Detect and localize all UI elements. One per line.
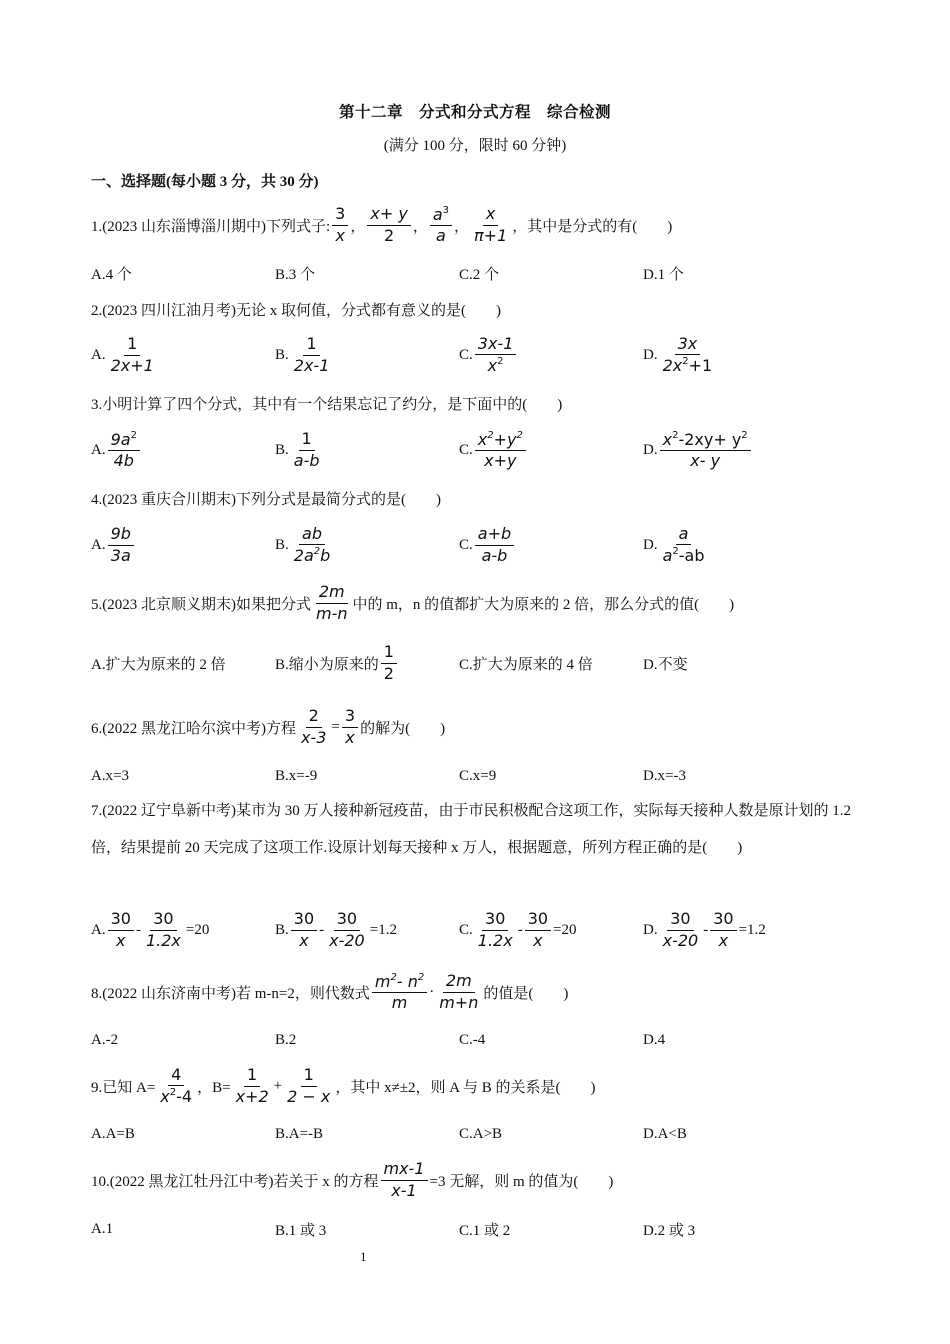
question-9: 9.已知 A= $\frac{4}{x^2-4}$ ，B= $\frac{1}{x+2}$ + $\frac{1}{2 - x}$ ，其中 x≠±2，则 A 与 B 的关系是( )	[91, 1064, 596, 1106]
option-d: D.A<B	[643, 1125, 687, 1142]
option-a: A.A=B	[91, 1125, 135, 1142]
option-c: C. $\frac{a+b}{a-b}$	[459, 522, 516, 568]
option-d: D.不变	[643, 656, 688, 673]
option-b: B.缩小为原来的 $\frac{1}{2}$	[275, 640, 399, 686]
options-3	[91, 427, 881, 473]
question-2: 2.(2023 四川江油月考)无论 x 取何值，分式都有意义的是( )	[91, 302, 501, 319]
option-a: A. $\frac{1}{2x+1}$	[91, 334, 154, 375]
option-c: C. $\frac{30}{1.2x}$ - $\frac{30}{x}$ =20	[459, 909, 577, 950]
options-9	[91, 1111, 881, 1157]
question-1: 1.(2023 山东淄博淄川期中)下列式子: $\frac{3}{x}$ ， $\frac{x+ y}{2}$ ， $\frac{a^3}{a}$ ， $\frac{x}{\pi+1}$ ，其中是分式的有( )	[91, 204, 673, 245]
options-5	[91, 640, 881, 686]
option-a: A.4 个	[91, 266, 132, 283]
option-b: B.3 个	[275, 266, 316, 283]
option-d: D.2 或 3	[643, 1222, 696, 1239]
question-4: 4.(2023 重庆合川期末)下列分式是最简分式的是( )	[91, 491, 441, 508]
option-b: B.2	[275, 1031, 297, 1048]
fraction: $\frac{3}{x}$	[332, 205, 348, 245]
option-b: B.x=-9	[275, 767, 318, 784]
option-a: A.1	[91, 1220, 114, 1237]
options-2	[91, 332, 881, 378]
option-c: C. $\frac{x^2+y^2}{x+y}$	[459, 427, 528, 473]
question-6: 6.(2022 黑龙江哈尔滨中考)方程 $\frac{2}{x-3}$ = $\frac{3}{x}$ 的解为( )	[91, 706, 446, 747]
section-heading: 一、选择题(每小题 3 分，共 30 分)	[91, 174, 319, 190]
option-a: A.x=3	[91, 767, 130, 784]
fraction: $\frac{a^3}{a}$	[430, 205, 452, 246]
question-7: 7.(2022 辽宁阜新中考)某市为 30 万人接种新冠疫苗，由于市民积极配合这项工作，实际每天接种人数是原计划的 1.2 倍，结果提前 20 天完成了这项工作.设原计划每天接种 x 万人，根据题意，所列方程正确的是( )	[91, 803, 851, 856]
options-4	[91, 522, 881, 568]
page-title: 第十二章 分式和分式方程 综合检测	[338, 104, 611, 121]
option-c: C.A>B	[459, 1125, 503, 1142]
option-a: A.扩大为原来的 2 倍	[91, 656, 226, 673]
option-b: B. $\frac{30}{x}$ - $\frac{30}{x-20}$ =1.2	[275, 909, 397, 950]
option-b: B. $\frac{ab}{2a^2b}$	[275, 523, 331, 565]
option-d: D.x=-3	[643, 767, 687, 784]
page-number: 1	[360, 1249, 367, 1264]
option-a: A. $\frac{30}{x}$ - $\frac{30}{1.2x}$ =20	[91, 909, 210, 950]
option-d: D. $\frac{a}{a^2-ab}$	[643, 523, 705, 565]
option-d: D.4	[643, 1031, 666, 1048]
option-b: B.1 或 3	[275, 1222, 327, 1239]
fraction: $\frac{x}{\pi+1}$	[474, 204, 508, 245]
option-c: C.扩大为原来的 4 倍	[459, 656, 593, 673]
option-d: D.1 个	[643, 266, 684, 283]
option-b: B.A=-B	[275, 1125, 324, 1142]
option-b: B. $\frac{1}{a-b}$	[275, 429, 320, 470]
option-a: A.-2	[91, 1031, 119, 1048]
options-8	[91, 1017, 881, 1063]
option-c: C.2 个	[459, 266, 500, 283]
option-c: C.x=9	[459, 767, 497, 784]
option-a: A. $\frac{9b}{3a}$	[91, 522, 136, 568]
options-7	[91, 907, 881, 953]
question-5: 5.(2023 北京顺义期末)如果把分式 $\frac{2m}{m-n}$ 中的 m，n 的值都扩大为原来的 2 倍，那么分式的值( )	[91, 582, 735, 623]
question-10: 10.(2022 黑龙江牡丹江中考)若关于 x 的方程 $\frac{mx-1}{x-1}$ =3 无解，则 m 的值为( )	[91, 1159, 614, 1200]
option-c: C.1 或 2	[459, 1222, 511, 1239]
option-d: D. $\frac{x^2-2xy+ y^2}{x- y}$	[643, 427, 753, 473]
fraction: $\frac{x+ y}{2}$	[367, 205, 410, 245]
option-c: C.-4	[459, 1031, 486, 1048]
option-d: D. $\frac{30}{x-20}$ - $\frac{30}{x}$ =1.2	[643, 909, 766, 950]
option-c: C. $\frac{3x-1}{x^2}$	[459, 332, 518, 378]
option-b: B. $\frac{1}{2x-1}$	[275, 334, 330, 375]
question-3: 3.小明计算了四个分式，其中有一个结果忘记了约分，是下面中的( )	[91, 396, 563, 413]
option-d: D. $\frac{3x}{2x^2+1}$	[643, 333, 713, 375]
question-8: 8.(2022 山东济南中考)若 m-n=2，则代数式 $\frac{m^2- n^2}{m}$ · $\frac{2m}{m+n}$ 的值是( )	[91, 971, 569, 1012]
page-subtitle: (满分 100 分，限时 60 分钟)	[383, 138, 567, 154]
options-10	[91, 1206, 881, 1252]
option-a: A. $\frac{9a^2}{4b}$	[91, 427, 142, 473]
